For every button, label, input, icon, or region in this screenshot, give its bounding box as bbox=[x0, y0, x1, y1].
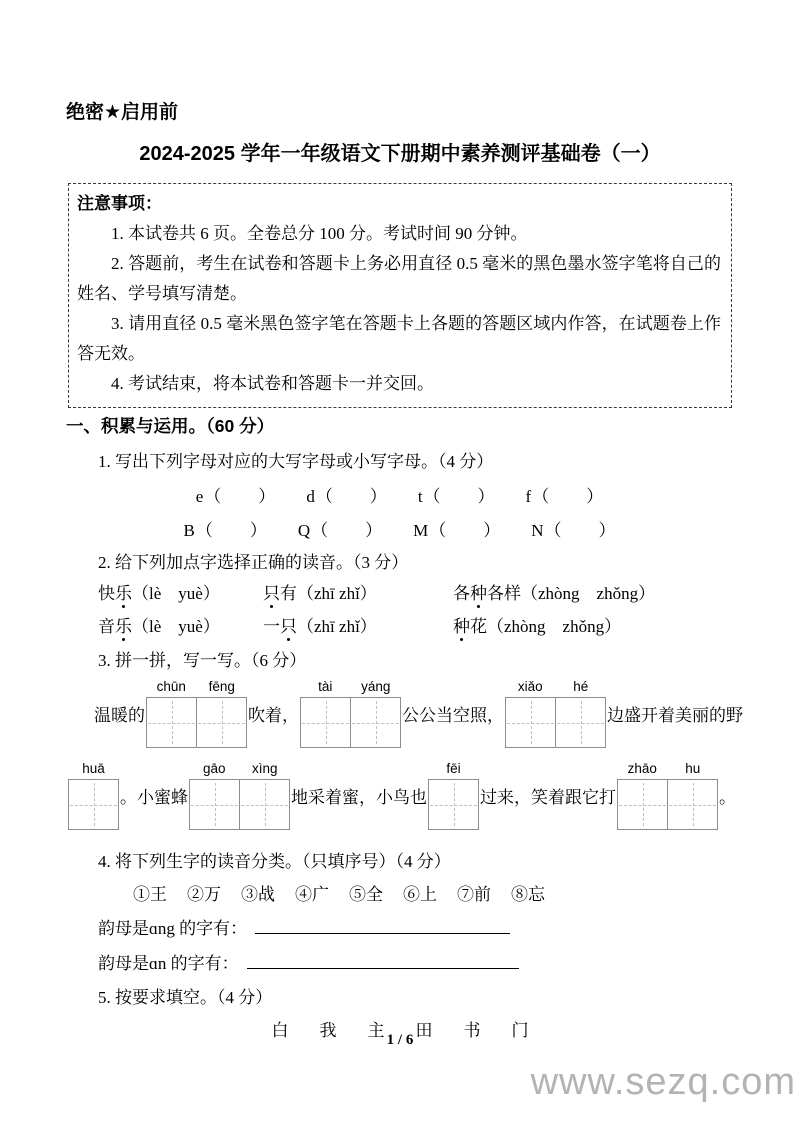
q4-blank-ang bbox=[98, 914, 800, 943]
pronunciation-options[interactable]: （lè yuè） bbox=[132, 584, 220, 603]
writing-cell[interactable] bbox=[190, 780, 239, 829]
answer-slot[interactable]: f（ ） bbox=[525, 487, 605, 506]
q1-prompt: 1. 写出下列字母对应的大写字母或小写字母。（4 分） bbox=[98, 452, 494, 471]
dotted-character: 只 bbox=[280, 617, 297, 636]
sentence-text: 边盛开着美丽的野 bbox=[607, 706, 743, 725]
answer-slot[interactable]: d（ ） bbox=[306, 487, 388, 506]
pronunciation-item: 快乐（lè yuè） bbox=[98, 584, 220, 603]
pinyin-label: hu bbox=[685, 761, 701, 776]
notice-item: 2. 答题前，考生在试卷和答题卡上务必用直径 0.5 毫米的黑色墨水签字笔将自己的姓名、学号填写清楚。 bbox=[77, 254, 721, 303]
pinyin-label: tài bbox=[318, 679, 333, 694]
q3-prompt: 3. 拼一拼，写一写。（6 分） bbox=[98, 651, 307, 670]
blank-label: 韵母是ɑng 的字有： bbox=[98, 919, 248, 938]
writing-cell[interactable] bbox=[618, 780, 667, 829]
character: 我 bbox=[319, 1021, 337, 1040]
writing-cell[interactable] bbox=[196, 698, 246, 747]
pinyin-label: huā bbox=[82, 761, 105, 776]
sentence-text: 吹着， bbox=[248, 706, 299, 725]
answer-blank[interactable] bbox=[247, 949, 519, 969]
answer-slot[interactable]: B（ ） bbox=[183, 521, 268, 540]
pinyin-labels bbox=[428, 761, 479, 779]
dotted-character: 只 bbox=[263, 584, 280, 603]
numbered-character: ①王 bbox=[133, 885, 167, 904]
pronunciation-item: 音乐（lè yuè） bbox=[98, 617, 220, 636]
character: 门 bbox=[511, 1021, 529, 1040]
writing-cell[interactable] bbox=[69, 780, 118, 829]
writing-cell[interactable] bbox=[506, 698, 555, 747]
writing-cell[interactable] bbox=[555, 698, 605, 747]
q5-prompt: 5. 按要求填空。（4 分） bbox=[98, 988, 273, 1007]
watermark: www.sezq.com bbox=[530, 1061, 796, 1103]
q2-row1 bbox=[98, 579, 800, 608]
writing-cell[interactable] bbox=[429, 780, 478, 829]
q4-character-list bbox=[133, 882, 800, 908]
answer-slot[interactable]: e（ ） bbox=[195, 487, 277, 506]
numbered-character: ③战 bbox=[241, 885, 275, 904]
writing-grid bbox=[505, 679, 606, 748]
pinyin-label: fēng bbox=[208, 679, 235, 694]
writing-cell[interactable] bbox=[239, 780, 289, 829]
pronunciation-item: 种花（zhòng zhǒng） bbox=[453, 617, 622, 636]
blank-label: 韵母是ɑn 的字有： bbox=[98, 954, 239, 973]
writing-grid bbox=[617, 761, 718, 830]
page-number: 1 / 6 bbox=[386, 1032, 414, 1048]
pinyin-labels bbox=[300, 679, 401, 697]
answer-slot[interactable]: M（ ） bbox=[413, 521, 502, 540]
pronunciation-item: 只有（zhī zhǐ） bbox=[263, 584, 377, 603]
pinyin-label: gāo bbox=[202, 761, 226, 776]
pinyin-label: xiǎo bbox=[517, 679, 543, 694]
writing-grid bbox=[300, 679, 401, 748]
writing-cell[interactable] bbox=[147, 698, 196, 747]
q4-blank-an bbox=[98, 949, 800, 978]
sentence-text: 。 bbox=[719, 788, 736, 807]
character: 书 bbox=[463, 1021, 481, 1040]
writing-grid bbox=[146, 679, 247, 748]
pinyin-label: chūn bbox=[156, 679, 186, 694]
pronunciation-options[interactable]: （zhī zhǐ） bbox=[297, 617, 377, 636]
pinyin-labels bbox=[505, 679, 606, 697]
pronunciation-item: 各种各样（zhòng zhǒng） bbox=[453, 584, 656, 603]
character: 白 bbox=[271, 1021, 289, 1040]
pinyin-labels bbox=[146, 679, 247, 697]
q1-letter-row-uppercase bbox=[0, 518, 800, 543]
q2-row2 bbox=[98, 612, 800, 641]
q1-letter-row-lowercase bbox=[0, 484, 800, 509]
q2-prompt: 2. 给下列加点字选择正确的读音。（3 分） bbox=[98, 553, 409, 572]
notice-item: 4. 考试结束，将本试卷和答题卡一并交回。 bbox=[111, 374, 434, 393]
pinyin-labels bbox=[189, 761, 290, 779]
pinyin-labels bbox=[617, 761, 718, 779]
numbered-character: ⑥上 bbox=[403, 885, 437, 904]
writing-cell[interactable] bbox=[350, 698, 400, 747]
notice-heading: 注意事项： bbox=[77, 194, 162, 213]
pinyin-label: zhāo bbox=[627, 761, 657, 776]
pronunciation-options[interactable]: （lè yuè） bbox=[132, 617, 220, 636]
secrecy-label: 绝密★启用前 bbox=[66, 102, 179, 123]
sentence-text: 。小蜜蜂 bbox=[120, 788, 188, 807]
sentence-text: 温暖的 bbox=[94, 706, 145, 725]
dotted-character: 乐 bbox=[115, 584, 132, 603]
q3-line2 bbox=[67, 761, 800, 830]
q4-prompt: 4. 将下列生字的读音分类。（只填序号）（4 分） bbox=[98, 852, 451, 871]
sentence-text: 公公当空照， bbox=[402, 706, 504, 725]
notice-item: 1. 本试卷共 6 页。全卷总分 100 分。考试时间 90 分钟。 bbox=[111, 224, 528, 243]
numbered-character: ④广 bbox=[295, 885, 329, 904]
pronunciation-options[interactable]: （zhòng zhǒng） bbox=[521, 584, 656, 603]
pronunciation-item: 一只（zhī zhǐ） bbox=[263, 617, 377, 636]
pinyin-label: yáng bbox=[361, 679, 391, 694]
answer-blank[interactable] bbox=[255, 914, 510, 934]
character: 主 bbox=[367, 1021, 385, 1040]
pinyin-label: fēi bbox=[446, 761, 461, 776]
numbered-character: ⑧忘 bbox=[511, 885, 545, 904]
sentence-text: 地采着蜜，小鸟也 bbox=[291, 788, 427, 807]
writing-cell[interactable] bbox=[667, 780, 717, 829]
pronunciation-options[interactable]: （zhī zhǐ） bbox=[297, 584, 377, 603]
writing-grid bbox=[189, 761, 290, 830]
dotted-character: 种 bbox=[453, 617, 470, 636]
section-heading: 一、积累与运用。（60 分） bbox=[66, 416, 275, 436]
pinyin-label: hé bbox=[573, 679, 589, 694]
numbered-character: ⑦前 bbox=[457, 885, 491, 904]
q3-line1 bbox=[94, 679, 800, 748]
answer-slot[interactable]: Q（ ） bbox=[297, 521, 384, 540]
writing-cell[interactable] bbox=[301, 698, 350, 747]
numbered-character: ②万 bbox=[187, 885, 221, 904]
notice-box bbox=[68, 183, 732, 408]
pinyin-labels bbox=[68, 761, 119, 779]
numbered-character: ⑤全 bbox=[349, 885, 383, 904]
sentence-text: 过来，笑着跟它打 bbox=[480, 788, 616, 807]
pronunciation-options[interactable]: （zhòng zhǒng） bbox=[487, 617, 622, 636]
pinyin-label: xìng bbox=[251, 761, 278, 776]
writing-grid bbox=[428, 761, 479, 830]
notice-item: 3. 请用直径 0.5 毫米黑色签字笔在答题卡上各题的答题区域内作答，在试题卷上作答无效。 bbox=[77, 314, 721, 363]
exam-title: 2024-2025 学年一年级语文下册期中素养测评基础卷（一） bbox=[139, 143, 661, 165]
dotted-character: 乐 bbox=[115, 617, 132, 636]
answer-slot[interactable]: N（ ） bbox=[531, 521, 617, 540]
answer-slot[interactable]: t（ ） bbox=[417, 487, 496, 506]
writing-grid bbox=[68, 761, 119, 830]
character: 田 bbox=[415, 1021, 433, 1040]
dotted-character: 种 bbox=[470, 584, 487, 603]
